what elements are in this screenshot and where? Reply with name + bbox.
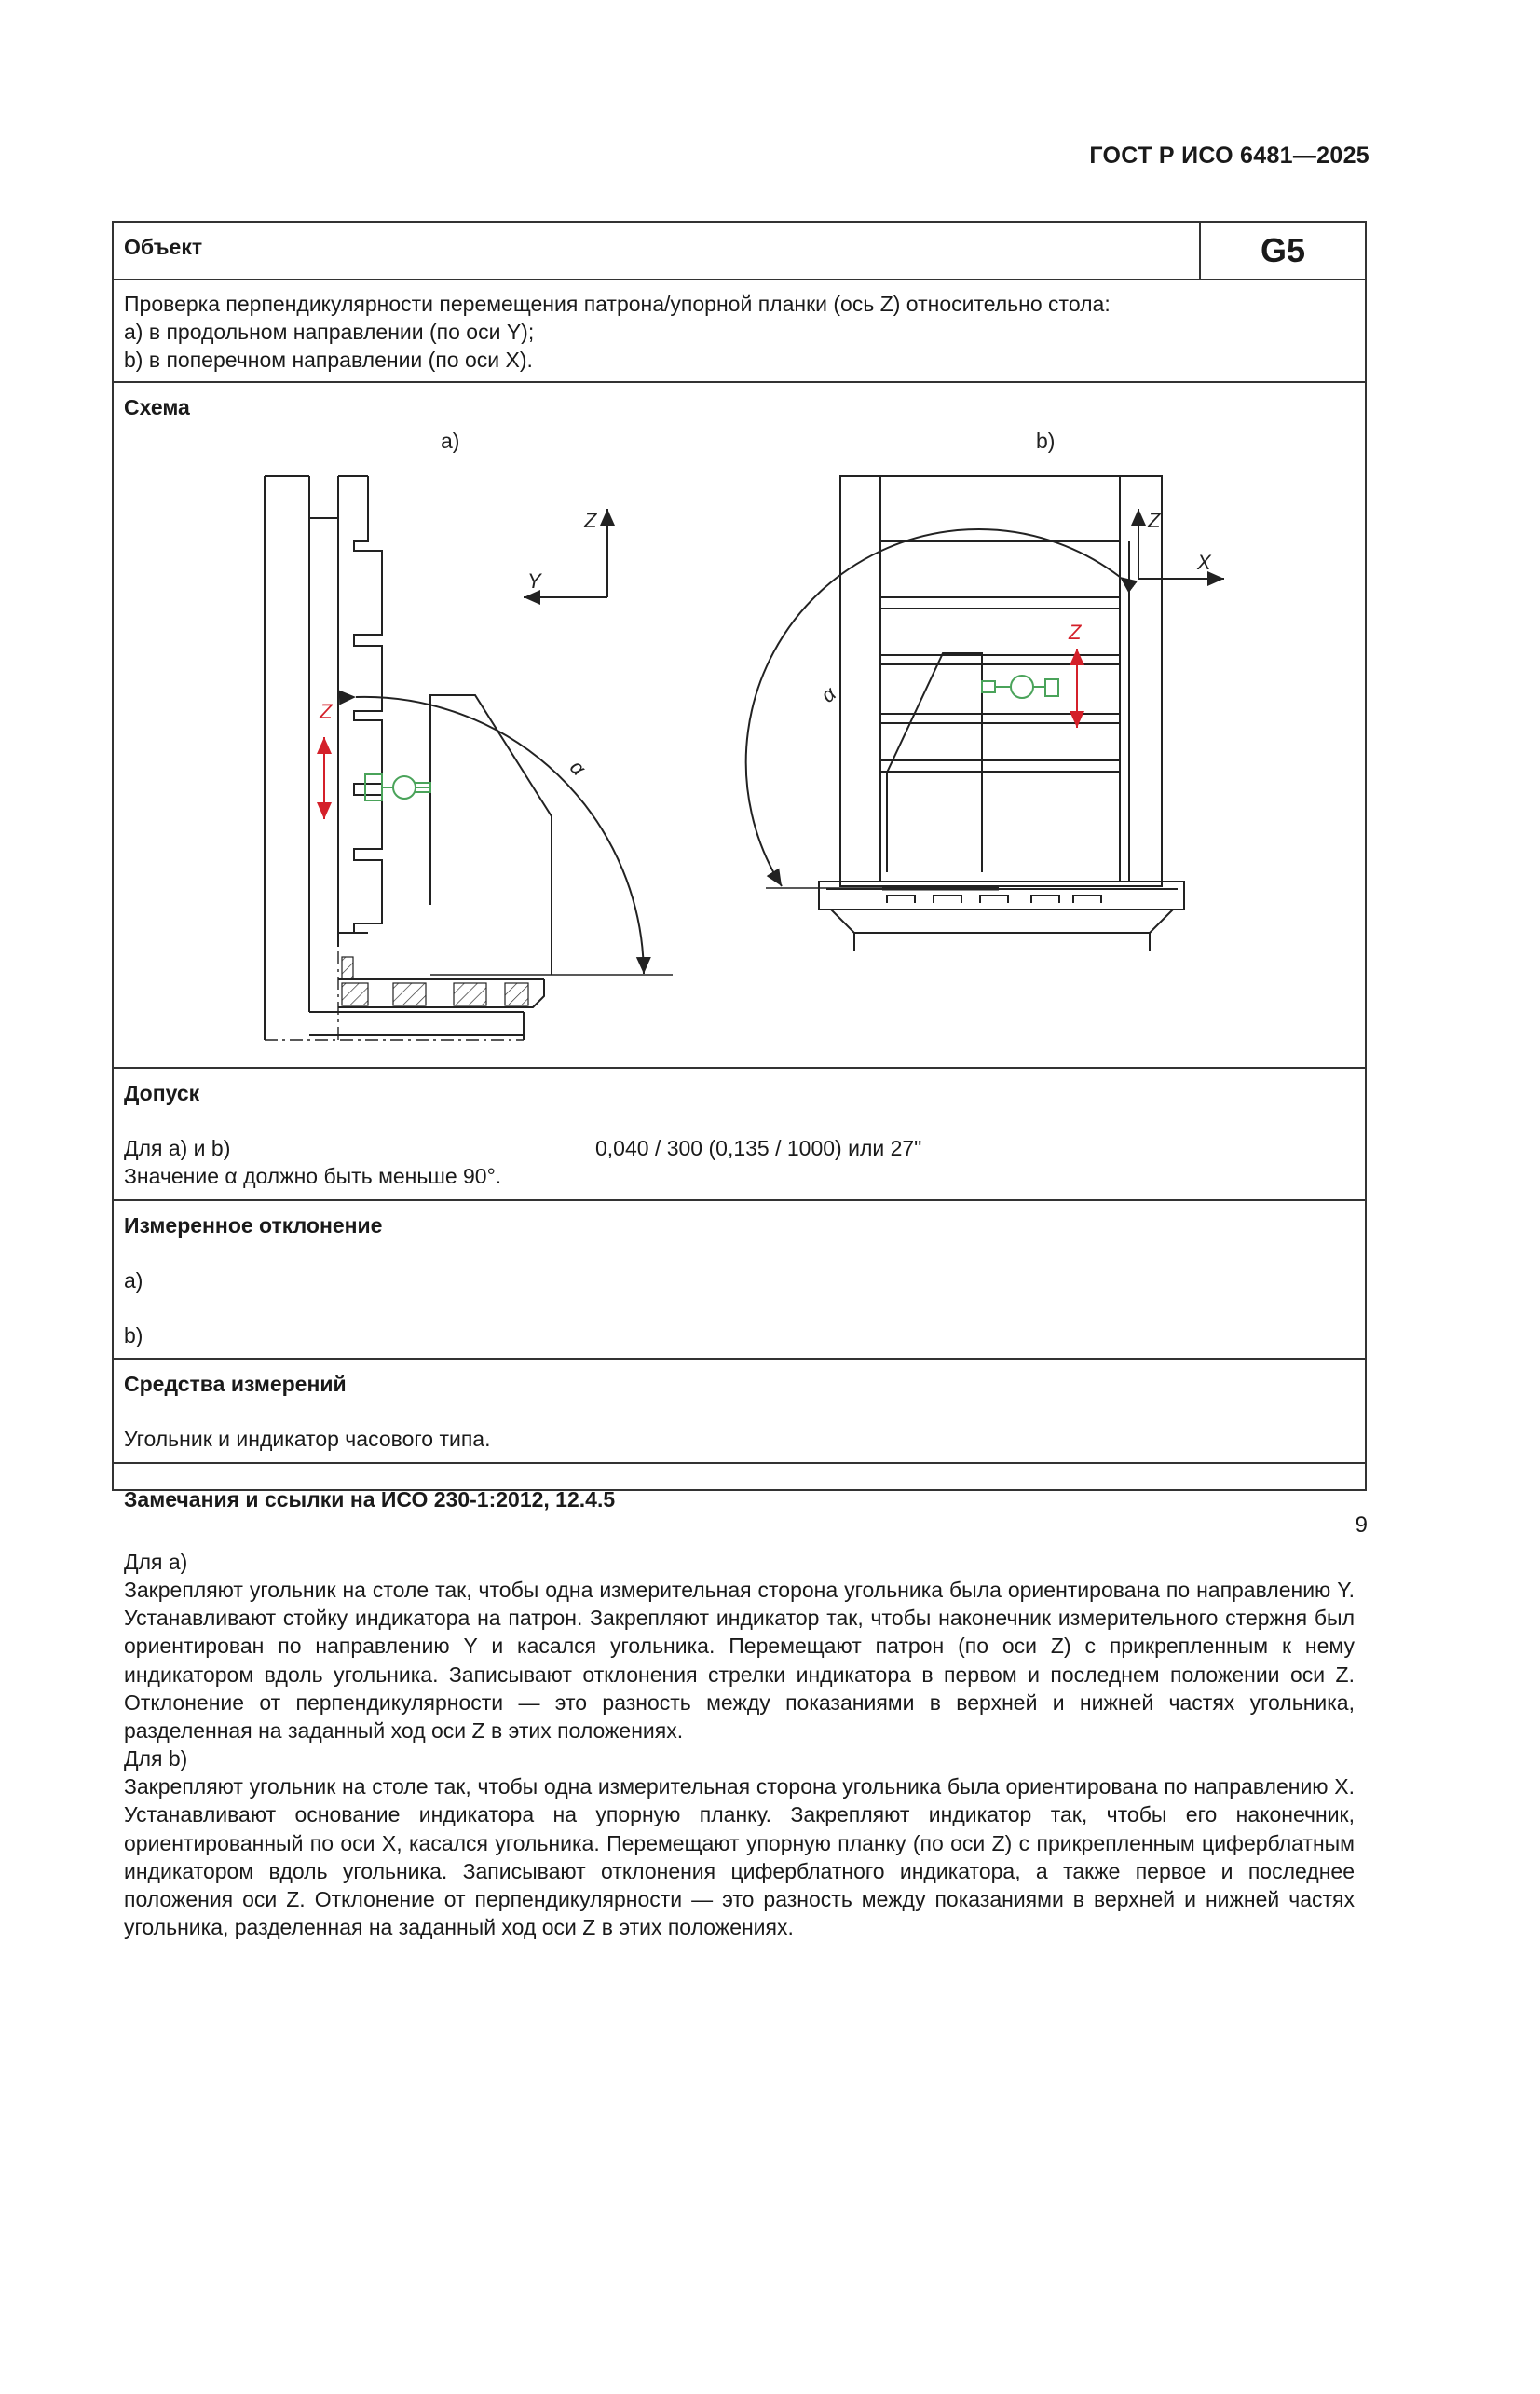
- measured-a: а): [124, 1268, 143, 1293]
- dial-indicator-a: [365, 774, 430, 800]
- axis-x-label-b: X: [1197, 551, 1211, 574]
- measured-label: Измеренное отклонение: [124, 1213, 383, 1238]
- object-label: Объект: [124, 235, 203, 259]
- red-axis-z-b: Z: [1069, 621, 1082, 644]
- axis-y-label-a: Y: [527, 569, 541, 593]
- tolerance-for: Для а) и b): [124, 1136, 231, 1160]
- remarks-text-a: Закрепляют угольник на столе так, чтобы одна измерительная сторона угольника была ориентирована по направлению Y. Устанавливают стойку индикатора на патрон. Закрепляют индикатор так, чтобы наконечник измерительного стержня был ориентирован по направлению Y и касался угольника. Перемещают патрон (по оси Z) с прикрепленным к нему индикатором вдоль угольника. Записывают отклонения стрелки индикатора в первом и последнем положении оси Z. Отклонение от перпендикулярности — это разность между показаниями в верхней и нижней частях угольника, разделенная на заданный ход оси Z в этих положениях.: [124, 1578, 1355, 1744]
- test-sheet: [112, 221, 1367, 1940]
- caption-a: а): [441, 429, 460, 453]
- figure-b-frame: [819, 476, 1184, 951]
- angle-label-a: α: [565, 755, 591, 780]
- instruments-text: Угольник и индикатор часового типа.: [124, 1427, 491, 1451]
- remarks-for-b: Для b): [124, 1746, 188, 1772]
- remarks-row: [114, 1462, 1365, 2394]
- figure-a-frame: [265, 476, 673, 1040]
- document-code: ГОСТ Р ИСО 6481—2025: [1089, 143, 1370, 169]
- object-code: G5: [1199, 223, 1365, 279]
- figure-a-hatch-4: [505, 983, 528, 1005]
- tolerance-row: [114, 1067, 1365, 1199]
- description-row: [114, 279, 1365, 381]
- measured-row: [114, 1199, 1365, 1358]
- object-row: [114, 223, 1365, 279]
- remarks-text-b: Закрепляют угольник на столе так, чтобы одна измерительная сторона угольника была ориентирована по направлению X. Устанавливают основание индикатора на упорную планку. Закрепляют индикатор так, чтобы его наконечник, ориентированный по оси X, касался угольника. Перемещают упорную планку (по оси Z) с прикрепленным циферблатным индикатором вдоль угольника. Записывают отклонения циферблатного индикатора, а также первое и последнее положения оси Z. Отклонение от перпендикулярности — это разность между показаниями в верхней и нижней частях угольника, разделенная на заданный ход оси Z в этих положениях.: [124, 1774, 1355, 1940]
- angle-label-b: α: [816, 681, 840, 707]
- angle-arc-a: [356, 697, 644, 974]
- caption-b: b): [1036, 429, 1056, 453]
- diagram-label: Схема: [124, 395, 190, 419]
- tolerance-label: Допуск: [124, 1081, 200, 1105]
- remarks-for-a: Для а): [124, 1550, 188, 1574]
- dial-indicator-b: [982, 676, 1058, 698]
- axis-z-label-b: Z: [1148, 509, 1161, 532]
- page-number: 9: [1355, 1512, 1368, 1538]
- description-line-1: Проверка перпендикулярности перемещения патрона/упорной планки (ось Z) относительно стола:: [124, 292, 1111, 316]
- figure-a-hatch-5: [342, 957, 353, 979]
- diagram-row: [114, 381, 1365, 1067]
- measured-b: b): [124, 1323, 143, 1347]
- description-line-3: b) в поперечном направлении (по оси X).: [124, 348, 533, 372]
- instruments-row: [114, 1358, 1365, 1462]
- figure-a-hatch-3: [454, 983, 486, 1005]
- tolerance-note: Значение α должно быть меньше 90°.: [124, 1164, 502, 1188]
- axis-z-label-a: Z: [584, 509, 597, 532]
- measurement-diagram: [114, 411, 1365, 1063]
- remarks-label: Замечания и ссылки на ИСО 230-1:2012, 12.4.5: [124, 1487, 616, 1512]
- instruments-label: Средства измерений: [124, 1372, 347, 1396]
- figure-a-hatch-1: [342, 983, 368, 1005]
- tolerance-value: 0,040 / 300 (0,135 / 1000) или 27": [595, 1136, 922, 1160]
- description-line-2: а) в продольном направлении (по оси Y);: [124, 320, 535, 344]
- figure-a-hatch-2: [393, 983, 426, 1005]
- angle-arc-b: [746, 529, 1120, 886]
- red-axis-z-a: Z: [320, 700, 333, 723]
